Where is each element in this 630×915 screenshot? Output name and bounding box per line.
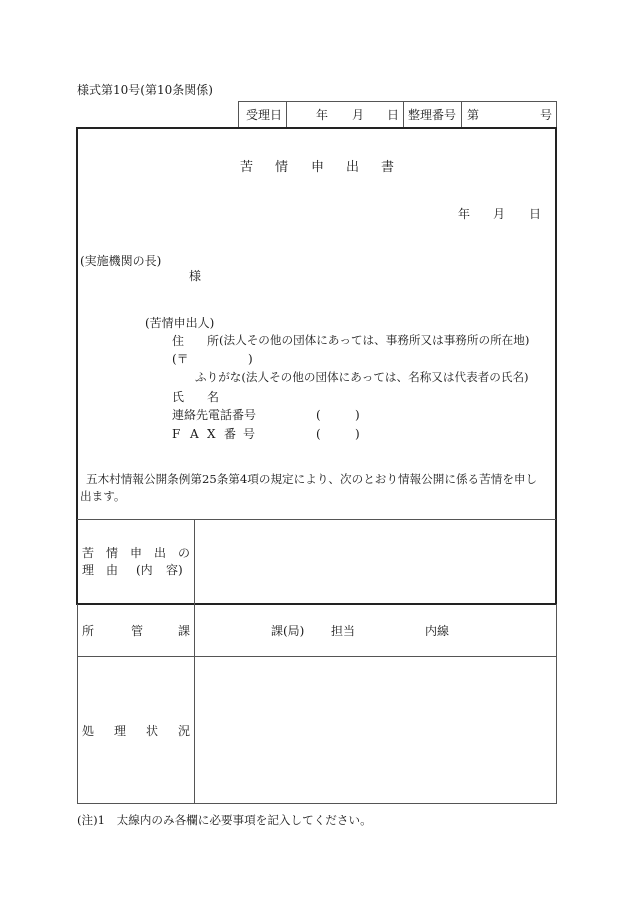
reference-number-label: 整理番号 <box>408 108 457 122</box>
reason-label-char: 申 <box>130 546 143 560</box>
department-person-label: 担当 <box>331 624 356 638</box>
processing-label-char: 処 <box>82 724 95 738</box>
reference-prefix: 第 <box>467 108 480 122</box>
furigana-label: ふりがな(法人その他の団体にあっては、名称又は代表者の氏名) <box>195 370 529 384</box>
filing-day-label: 日 <box>529 207 542 221</box>
title-char: 出 <box>346 160 360 175</box>
department-label-char: 所 <box>82 624 95 638</box>
filing-month-label: 月 <box>493 207 506 221</box>
received-year-label: 年 <box>316 108 329 122</box>
address-label-1: 住 <box>172 334 185 348</box>
reason-label-char: 出 <box>154 546 167 560</box>
address-label-2: 所 <box>207 334 220 348</box>
reason-label-char: 容) <box>166 563 183 577</box>
reason-label-char: (内 <box>136 563 153 577</box>
department-label-char: 課 <box>178 624 191 638</box>
received-day-label: 日 <box>387 108 400 122</box>
addressee-label: (実施機関の長) <box>80 254 162 268</box>
reason-label-char: の <box>178 546 191 560</box>
postal-code-open: (〒 <box>172 352 189 366</box>
processing-label-char: 況 <box>178 724 191 738</box>
title-char: 申 <box>311 160 325 175</box>
applicant-section-label: (苦情申出人) <box>145 316 215 330</box>
processing-label-char: 状 <box>146 724 159 738</box>
phone-label: 連絡先電話番号 <box>172 408 257 422</box>
department-bureau-label: 課(局) <box>271 624 305 638</box>
fax-label-char: X <box>207 427 216 441</box>
statement-line-1: 五木村情報公開条例第25条第4項の規定により、次のとおり情報公開に係る苦情を申し <box>86 472 538 486</box>
address-note: (法人その他の団体にあっては、事務所又は事務所の所在地) <box>219 333 530 347</box>
fax-label-char: A <box>190 427 199 441</box>
reason-label-char: 苦 <box>82 546 95 560</box>
addressee-honorific: 様 <box>189 269 202 283</box>
title-char: 情 <box>275 160 289 175</box>
form-number: 様式第10号(第10条関係) <box>77 83 213 97</box>
filing-year-label: 年 <box>458 207 471 221</box>
fax-label-char: F <box>172 427 181 441</box>
department-extension-label: 内線 <box>425 624 450 638</box>
received-month-label: 月 <box>352 108 365 122</box>
fax-label-char: 号 <box>243 427 256 441</box>
name-label-1: 氏 <box>172 390 185 404</box>
processing-label-char: 理 <box>114 724 127 738</box>
reason-label-char: 理 <box>82 563 95 577</box>
title-char: 書 <box>381 160 395 175</box>
phone-paren-close: ) <box>355 408 360 422</box>
title-char: 苦 <box>240 160 254 175</box>
statement-line-2: 出ます。 <box>80 489 126 503</box>
postal-code-close: ) <box>248 352 253 366</box>
received-date-label: 受理日 <box>246 108 283 122</box>
reference-suffix: 号 <box>540 108 553 122</box>
processing-status-field[interactable] <box>196 658 554 802</box>
reason-label-char: 由 <box>106 563 119 577</box>
name-label-2: 名 <box>207 390 220 404</box>
reason-label-char: 情 <box>106 546 119 560</box>
department-label-char: 管 <box>131 624 144 638</box>
phone-paren-open: ( <box>316 408 321 422</box>
fax-paren-close: ) <box>355 427 360 441</box>
fax-label-char: 番 <box>224 427 237 441</box>
fax-paren-open: ( <box>316 427 321 441</box>
reason-content-field[interactable] <box>196 521 554 603</box>
footnote: (注)1 太線内のみ各欄に必要事項を記入してください。 <box>77 813 372 827</box>
